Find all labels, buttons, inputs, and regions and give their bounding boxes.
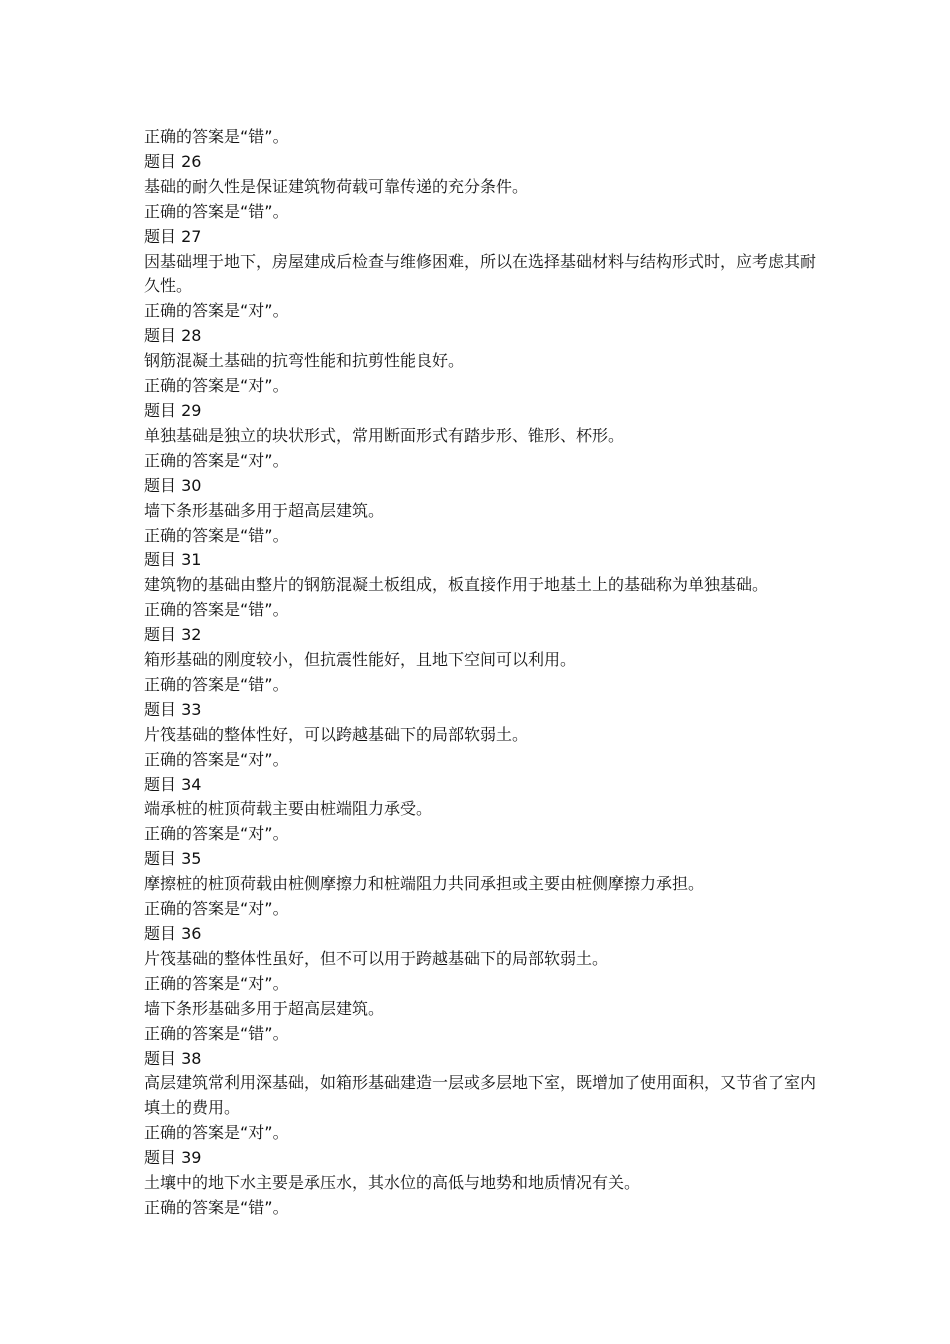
question-text: 钢筋混凝土基础的抗弯性能和抗剪性能良好。 <box>144 351 465 371</box>
question-text: 单独基础是独立的块状形式，常用断面形式有踏步形、锥形、杯形。 <box>144 425 625 445</box>
answer-line: 正确的答案是“错”。 <box>144 1023 289 1043</box>
question-number: 题目 28 <box>144 326 202 346</box>
question-number: 题目 39 <box>144 1148 202 1168</box>
answer-line: 正确的答案是“对”。 <box>144 1123 289 1143</box>
question-number: 题目 30 <box>144 475 202 495</box>
answer-line: 正确的答案是“对”。 <box>144 450 289 470</box>
answer-line: 正确的答案是“错”。 <box>144 201 289 221</box>
question-number: 题目 26 <box>144 151 202 171</box>
answer-line: 正确的答案是“错”。 <box>144 600 289 620</box>
question-text: 摩擦桩的桩顶荷载由桩侧摩擦力和桩端阻力共同承担或主要由桩侧摩擦力承担。 <box>144 874 705 894</box>
question-number: 题目 36 <box>144 924 202 943</box>
answer-line: 正确的答案是“错”。 <box>144 127 289 146</box>
question-text: 建筑物的基础由整片的钢筋混凝土板组成，板直接作用于地基土上的基础称为单独基础。 <box>144 575 769 595</box>
question-text: 高层建筑常利用深基础，如箱形基础建造一层或多层地下室，既增加了使用面积，又节省了室内填土的费用。 <box>144 1073 817 1118</box>
question-number: 题目 29 <box>144 400 202 420</box>
document-body <box>144 125 824 1221</box>
answer-line: 正确的答案是“错”。 <box>144 674 289 694</box>
answer-line: 正确的答案是“对”。 <box>144 376 289 396</box>
question-text: 片筏基础的整体性好，可以跨越基础下的局部软弱土。 <box>144 724 529 744</box>
question-text: 端承桩的桩顶荷载主要由桩端阻力承受。 <box>144 799 433 819</box>
answer-line: 正确的答案是“对”。 <box>144 749 289 769</box>
question-number: 题目 31 <box>144 550 202 570</box>
answer-line: 正确的答案是“对”。 <box>144 899 289 919</box>
answer-line: 正确的答案是“对”。 <box>144 301 289 321</box>
question-number: 题目 33 <box>144 699 202 719</box>
question-text: 墙下条形基础多用于超高层建筑。 <box>144 500 385 520</box>
question-number: 题目 34 <box>144 774 202 794</box>
question-number: 题目 27 <box>144 226 202 246</box>
question-text: 墙下条形基础多用于超高层建筑。 <box>144 998 385 1018</box>
question-text: 因基础埋于地下，房屋建成后检查与维修困难，所以在选择基础材料与结构形式时，应考虑其耐久性。 <box>144 251 817 296</box>
answer-line: 正确的答案是“错”。 <box>144 1197 289 1217</box>
question-number: 题目 38 <box>144 1048 202 1068</box>
question-number: 题目 35 <box>144 849 202 869</box>
question-text: 基础的耐久性是保证建筑物荷载可靠传递的充分条件。 <box>144 176 529 196</box>
answer-line: 正确的答案是“对”。 <box>144 824 289 844</box>
question-number: 题目 32 <box>144 625 202 645</box>
question-text: 箱形基础的刚度较小，但抗震性能好，且地下空间可以利用。 <box>144 650 577 670</box>
question-text: 片筏基础的整体性虽好，但不可以用于跨越基础下的局部软弱土。 <box>144 948 609 968</box>
answer-line: 正确的答案是“对”。 <box>144 973 289 993</box>
question-text: 土壤中的地下水主要是承压水，其水位的高低与地势和地质情况有关。 <box>144 1173 641 1193</box>
answer-line: 正确的答案是“错”。 <box>144 525 289 545</box>
